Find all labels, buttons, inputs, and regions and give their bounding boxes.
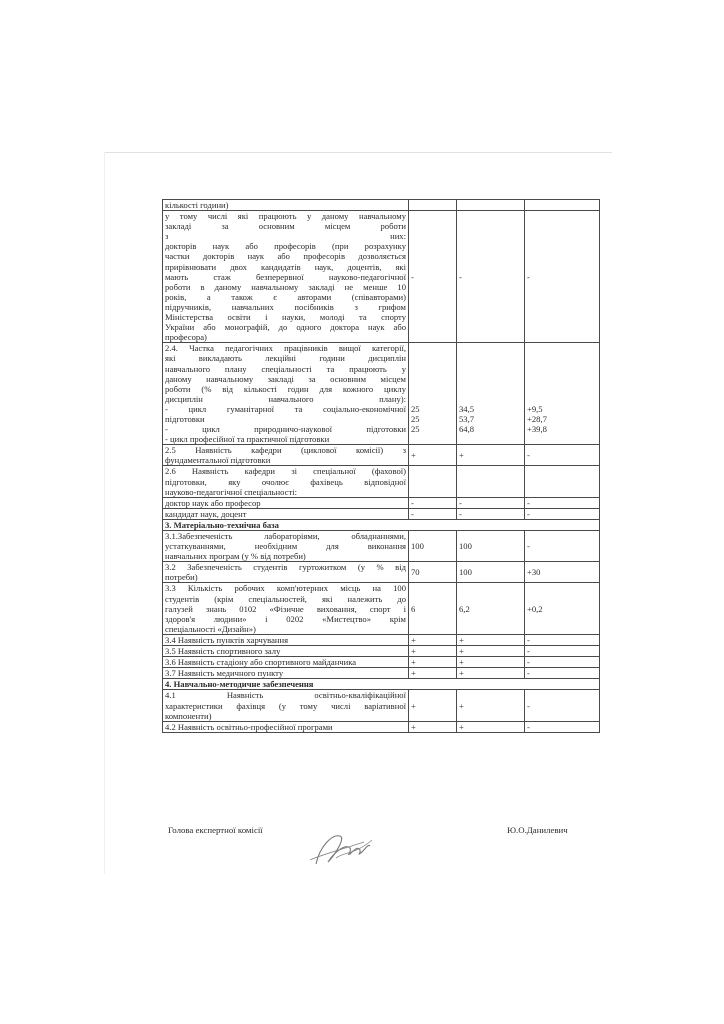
actual-value-cell (457, 343, 525, 445)
criterion-text-line: з них: (165, 231, 406, 242)
deviation-value-cell (525, 466, 600, 497)
actual-value-cell (457, 690, 525, 721)
cell-value: - (527, 271, 530, 282)
required-value-cell (409, 211, 457, 343)
cell-value: +30 (527, 567, 541, 578)
table-row (163, 690, 600, 721)
criterion-text-line: студентів (крім спеціальностей, які належить до (165, 593, 406, 604)
criterion-text-line: 3.1.Забезпеченість лабораторіями, обладнаннями, (165, 531, 406, 541)
required-value-cell (409, 646, 457, 657)
deviation-value-cell (525, 497, 600, 508)
footer-signatory-name: Ю.О.Данилевич (507, 825, 568, 835)
cell-value: + (459, 646, 464, 657)
actual-value-cell (457, 721, 525, 732)
required-value-cell (409, 497, 457, 508)
criterion-text-line: компоненти) (165, 710, 212, 721)
cell-value: + (459, 450, 464, 461)
cell-value: 34,5 (459, 403, 475, 414)
required-value-cell (409, 531, 457, 562)
criterion-text-line: частки докторів наук або професорів дозволяється (165, 251, 406, 262)
cell-value: 25 (411, 413, 420, 424)
required-value-cell (409, 200, 457, 211)
cell-value: +39,8 (527, 424, 547, 435)
cell-value: 100 (411, 541, 424, 552)
criterion-text-line: професора) (165, 332, 207, 343)
criterion-text-line: - цикл природничо-наукової підготовки (165, 424, 406, 435)
criterion-text-line: 3.7 Наявність медичного пункту (165, 668, 284, 679)
criterion-text-line: 3.2 Забезпеченість студентів гуртожитком (у % від (165, 562, 406, 573)
criterion-text-line: даному навчальному закладі за основним місцем (165, 373, 406, 384)
criterion-text-line: Міністерства освіти і науки, молоді та спорту (165, 312, 406, 323)
criterion-cell (163, 721, 409, 732)
cell-value: - (527, 634, 530, 645)
criterion-cell (163, 562, 409, 583)
cell-value: 100 (459, 567, 472, 578)
criterion-text-line: спеціальності «Дизайн») (165, 623, 256, 634)
criterion-text-line: 4.2 Наявність освітньо-професійної програми (165, 721, 333, 732)
cell-value: - (459, 497, 462, 508)
actual-value-cell (457, 508, 525, 519)
criterion-text-line: доктор наук або професор (165, 497, 261, 508)
actual-value-cell (457, 531, 525, 562)
required-value-cell (409, 466, 457, 497)
criterion-cell (163, 657, 409, 668)
required-value-cell (409, 445, 457, 466)
cell-value: 64,8 (459, 424, 475, 435)
handwritten-signature (306, 828, 378, 872)
required-value-cell (409, 562, 457, 583)
actual-value-cell (457, 211, 525, 343)
section-heading-text: 3. Матеріально-технічна база (165, 519, 279, 530)
actual-value-cell (457, 634, 525, 645)
criteria-table-body (163, 200, 600, 733)
table-row (163, 562, 600, 583)
criterion-cell (163, 445, 409, 466)
table-row (163, 343, 600, 445)
criterion-text-line: 3.5 Наявність спортивного залу (165, 646, 281, 657)
table-row (163, 646, 600, 657)
value-spacer (527, 394, 597, 404)
table-row (163, 531, 600, 562)
criterion-text-line: дисциплін навчального плану): (165, 393, 406, 404)
cell-value: + (411, 721, 416, 732)
cell-value: +28,7 (527, 413, 547, 424)
required-value-cell (409, 634, 457, 645)
cell-value: + (459, 657, 464, 668)
criterion-text-line: фундаментальної підготовки (165, 455, 271, 466)
criterion-text-line: роботи в даному навчальному закладі не менше 10 (165, 281, 406, 292)
criterion-text-line: потреби) (165, 572, 198, 583)
cell-value: 25 (411, 403, 420, 414)
criterion-text-line: науково-педагогічної спеціальності: (165, 486, 297, 497)
criterion-text-line: 2.5 Наявність кафедри (циклової комісії) з (165, 445, 406, 456)
value-spacer (527, 384, 597, 394)
cell-value: - (527, 700, 530, 711)
cell-value: + (459, 668, 464, 679)
table-row (163, 466, 600, 497)
deviation-value-cell (525, 562, 600, 583)
actual-value-cell (457, 200, 525, 211)
criterion-text-line: підготовки (165, 413, 205, 424)
deviation-value-cell (525, 583, 600, 634)
value-spacer (411, 384, 454, 394)
criterion-cell (163, 634, 409, 645)
criterion-cell (163, 668, 409, 679)
cell-value: + (411, 646, 416, 657)
value-spacer (459, 384, 522, 394)
criterion-cell (163, 583, 409, 634)
cell-value: + (411, 657, 416, 668)
criterion-text-line: - цикл гуманітарної та соціально-економічної (165, 403, 406, 414)
cell-value: + (411, 450, 416, 461)
cell-value: - (527, 450, 530, 461)
cell-value: - (527, 721, 530, 732)
actual-value-cell (457, 562, 525, 583)
table-row (163, 497, 600, 508)
actual-value-cell (457, 445, 525, 466)
criterion-text-line: кандидат наук, доцент (165, 508, 247, 519)
cell-value: + (411, 700, 416, 711)
cell-value: 6,2 (459, 603, 470, 614)
criterion-text-line: мають стаж безперервної науково-педагогічної (165, 271, 406, 282)
cell-value: - (527, 646, 530, 657)
criterion-text-line: роботи (% від кількості годин для кожного циклу (165, 383, 406, 394)
criterion-text-line: 3.4 Наявність пунктів харчування (165, 634, 289, 645)
required-value-cell (409, 668, 457, 679)
criterion-text-line: галузей знань 0102 «Фізичне виховання, спорт і (165, 603, 406, 614)
value-spacer (527, 374, 597, 384)
cell-value: - (527, 497, 530, 508)
cell-value: - (459, 271, 462, 282)
cell-value: 53,7 (459, 413, 475, 424)
actual-value-cell (457, 466, 525, 497)
section-heading-row (163, 679, 600, 690)
deviation-value-cell (525, 445, 600, 466)
cell-value: - (411, 497, 414, 508)
criterion-text-line: устаткуваннями, необхідним для виконання (165, 541, 406, 552)
cell-value: - (527, 508, 530, 519)
cell-value: + (459, 721, 464, 732)
criterion-text-line: 2.4. Частка педагогічних працівників вищої категорії, (165, 343, 406, 354)
criterion-text-line: навчальних програм (у % від потреби) (165, 551, 306, 562)
required-value-cell (409, 721, 457, 732)
criterion-text-line: підготовки, яку очолює фахівець відповідної (165, 476, 406, 487)
section-heading (163, 519, 600, 530)
criterion-text-line: підручників, навчальних посібників з грифом (165, 301, 406, 312)
value-spacer (459, 364, 522, 374)
criterion-text-line: років, а також є авторами (співавторами) (165, 291, 406, 302)
value-spacer (459, 374, 522, 384)
actual-value-cell (457, 646, 525, 657)
criterion-cell (163, 497, 409, 508)
criterion-cell (163, 646, 409, 657)
cell-value: - (411, 508, 414, 519)
criterion-text-line: 2.6 Наявність кафедри зі спеціальної (фахової) (165, 466, 406, 477)
deviation-value-cell (525, 508, 600, 519)
cell-value: + (459, 634, 464, 645)
criterion-cell (163, 343, 409, 445)
deviation-value-cell (525, 657, 600, 668)
required-value-cell (409, 690, 457, 721)
criterion-text-line: 3.6 Наявність стадіону або спортивного майданчика (165, 657, 357, 668)
criterion-text-line: закладі за основним місцем роботи (165, 221, 406, 232)
table-row (163, 445, 600, 466)
table-row (163, 634, 600, 645)
criterion-text-line: кількості години) (165, 200, 229, 210)
table-row (163, 668, 600, 679)
required-value-cell (409, 657, 457, 668)
cell-value: - (411, 271, 414, 282)
value-spacer (411, 343, 454, 353)
actual-value-cell (457, 657, 525, 668)
value-spacer (411, 374, 454, 384)
table-row (163, 508, 600, 519)
table-row (163, 211, 600, 343)
deviation-value-cell (525, 343, 600, 445)
deviation-value-cell (525, 200, 600, 211)
cell-value: +0,2 (527, 603, 543, 614)
deviation-value-cell (525, 211, 600, 343)
criterion-text-line: докторів наук або професорів (при розрахунку (165, 241, 406, 252)
deviation-value-cell (525, 646, 600, 657)
value-spacer (411, 353, 454, 363)
required-value-cell (409, 583, 457, 634)
table-row (163, 583, 600, 634)
value-spacer (459, 343, 522, 353)
cell-value: - (527, 541, 530, 552)
criterion-text-line: України або монографій, до одного доктора наук або (165, 322, 406, 333)
cell-value: - (459, 508, 462, 519)
cell-value: +9,5 (527, 403, 543, 414)
value-spacer (411, 394, 454, 404)
required-value-cell (409, 343, 457, 445)
table-row (163, 721, 600, 732)
table-row (163, 657, 600, 668)
value-spacer (527, 364, 597, 374)
value-spacer (527, 343, 597, 353)
cell-value: - (527, 668, 530, 679)
actual-value-cell (457, 583, 525, 634)
criterion-text-line: здоров'я людини» і 0202 «Мистецтво» крім (165, 613, 406, 624)
cell-value: 6 (411, 603, 416, 614)
criterion-text-line: 4.1 Наявність освітньо-кваліфікаційної (165, 690, 406, 701)
scan-edge-top (104, 152, 612, 153)
criterion-text-line: у тому числі які працюють у даному навчальному (165, 211, 406, 222)
criterion-text-line: прирівнювати двох кандидатів наук, доцентів, які (165, 261, 406, 272)
criterion-cell (163, 531, 409, 562)
cell-value: + (411, 668, 416, 679)
value-spacer (459, 353, 522, 363)
table-row (163, 200, 600, 211)
deviation-value-cell (525, 690, 600, 721)
criteria-table (162, 199, 600, 733)
criterion-cell (163, 211, 409, 343)
criterion-text-line: 3.3 Кількість робочих комп'ютерних місць на 100 (165, 583, 406, 594)
section-heading-text: 4. Навчально-методичне забезпечення (165, 679, 314, 690)
cell-value: + (411, 634, 416, 645)
scan-edge-left (104, 152, 105, 874)
value-spacer (411, 364, 454, 374)
actual-value-cell (457, 668, 525, 679)
cell-value: 25 (411, 424, 420, 435)
cell-value: - (527, 657, 530, 668)
criterion-cell (163, 690, 409, 721)
criterion-text-line: - цикл професійної та практичної підготовки (165, 434, 330, 445)
section-heading-row (163, 519, 600, 530)
deviation-value-cell (525, 634, 600, 645)
criterion-text-line: які викладають лекційні години дисциплін (165, 353, 406, 364)
criterion-cell (163, 200, 409, 211)
cell-value: 70 (411, 567, 420, 578)
deviation-value-cell (525, 721, 600, 732)
criterion-cell (163, 466, 409, 497)
actual-value-cell (457, 497, 525, 508)
deviation-value-cell (525, 531, 600, 562)
criterion-text-line: характеристики фахівця (у тому числі варіативної (165, 700, 406, 711)
deviation-value-cell (525, 668, 600, 679)
value-spacer (459, 394, 522, 404)
cell-value: + (459, 700, 464, 711)
criterion-cell (163, 508, 409, 519)
cell-value: 100 (459, 541, 472, 552)
required-value-cell (409, 508, 457, 519)
criterion-text-line: навчального плану спеціальності та працюють у (165, 363, 406, 374)
value-spacer (527, 353, 597, 363)
section-heading (163, 679, 600, 690)
footer-signatory-title: Голова експертної комісії (168, 825, 263, 835)
